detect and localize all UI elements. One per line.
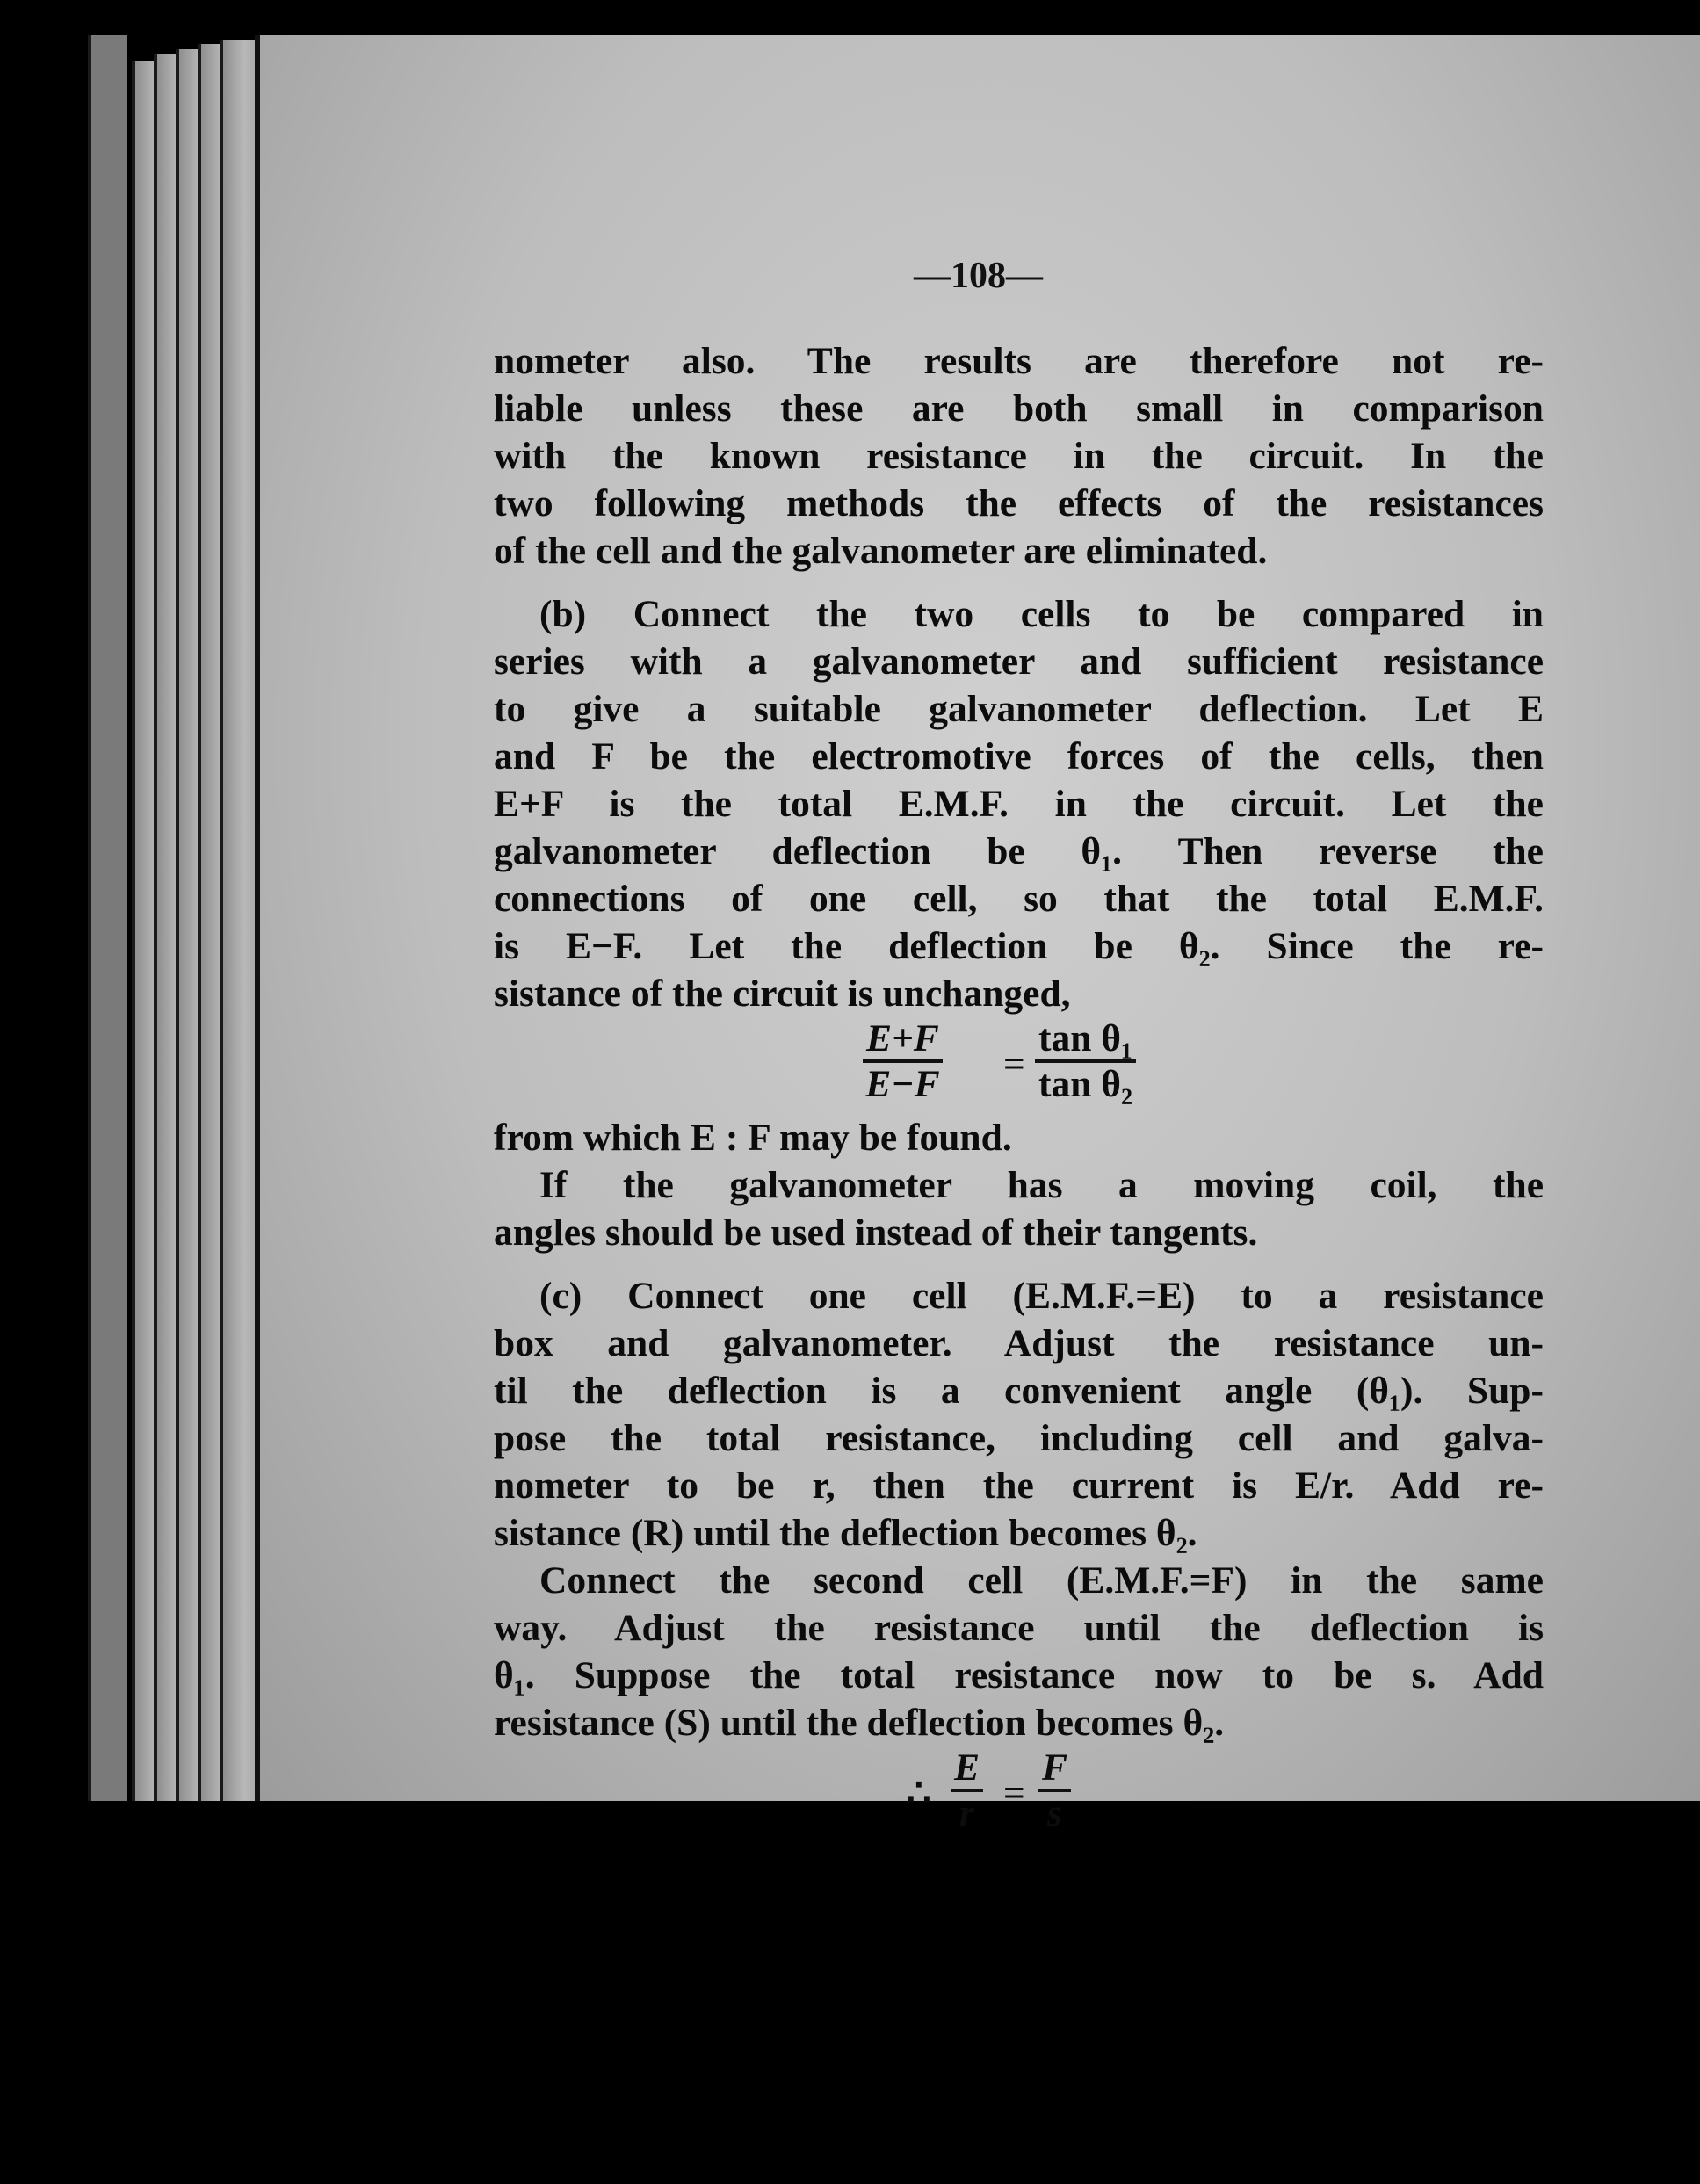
text-line: E+F is the total E.M.F. in the circuit. Let the [494,783,1544,825]
text-line: to give a suitable galvanometer deflection. Let E [494,688,1544,730]
page-number: —108— [914,256,1043,296]
text-line: of the cell and the galvanometer are eliminated. [494,530,1268,572]
fraction-lhs: $\frac{E}{r}$ [951,1746,983,1834]
equals-sign: = [1003,1043,1025,1085]
text-line: θ₁. Suppose the total resistance now to be s. Add [494,1654,1544,1696]
therefore-sign: ∴ [907,1772,931,1814]
page-edge [88,35,127,1801]
equation-ratio [494,1017,1544,1114]
equation-proportion [494,1746,1544,1843]
body-text [494,337,1544,1843]
text-line: sistance of the circuit is unchanged, [494,973,1071,1015]
text-line: Connect the second cell (E.M.F.=F) in the same [539,1559,1544,1602]
text-line: (c) Connect one cell (E.M.F.=E) to a resistance [539,1275,1544,1317]
text-line: way. Adjust the resistance until the deflection is [494,1607,1544,1649]
fraction-rhs: $\frac{F}{s}$ [1038,1746,1071,1834]
text-line: galvanometer deflection be θ₁. Then reverse the [494,830,1544,872]
text-line: with the known resistance in the circuit. In the [494,435,1544,477]
scan-border [0,1801,1700,2184]
text-line: til the deflection is a convenient angle (θ₁). Sup- [494,1370,1544,1412]
text-line: pose the total resistance, including cell and galva- [494,1417,1544,1459]
fraction-lhs: $\frac{E+F}{E-F}$ [863,1017,943,1105]
equals-sign: = [1003,1772,1025,1814]
text-line: series with a galvanometer and sufficient resistance [494,640,1544,683]
text-line: nometer also. The results are therefore not re- [494,340,1544,382]
page-edge [220,40,258,1806]
fraction-rhs: $\frac{\text{tan θ₁}}{\text{tan θ₂}}$ [1035,1017,1136,1105]
text-line: and F be the electromotive forces of the cells, then [494,735,1544,777]
text-line: If the galvanometer has a moving coil, the [539,1164,1544,1206]
text-line: sistance (R) until the deflection becomes θ₂. [494,1512,1197,1554]
text-line: is E−F. Let the deflection be θ₂. Since the re- [494,925,1544,967]
text-line: (b) Connect the two cells to be compared in [539,593,1544,635]
text-line: angles should be used instead of their tangents. [494,1211,1258,1254]
text-line: from which E : F may be found. [494,1117,1012,1159]
text-line: two following methods the effects of the resistances [494,482,1544,524]
text-line: resistance (S) until the deflection becomes θ₂. [494,1702,1225,1744]
text-line: nometer to be r, then the current is E/r. Add re- [494,1464,1544,1507]
text-line: connections of one cell, so that the total E.M.F. [494,878,1544,920]
text-line: liable unless these are both small in comparison [494,387,1544,430]
text-line: box and galvanometer. Adjust the resistance un- [494,1322,1544,1364]
